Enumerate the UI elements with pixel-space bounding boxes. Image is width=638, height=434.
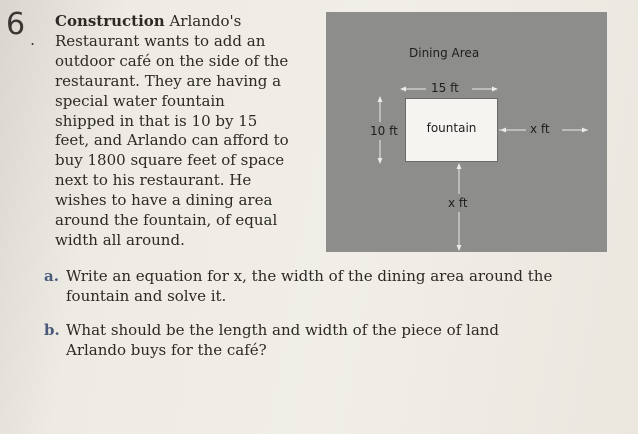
left-arrowhead-bottom: [378, 158, 383, 164]
problem-line: Restaurant wants to add an: [55, 31, 266, 50]
problem-line: next to his restaurant. He: [55, 171, 252, 190]
problem-line: shipped in that is 10 by 15: [55, 111, 258, 130]
part-a-line: Write an equation for x, the width of the dining area around the: [66, 267, 553, 285]
part-a-line: fountain and solve it.: [66, 287, 227, 305]
right-dimension-label: x ft: [530, 122, 550, 136]
bottom-arrowhead-bottom: [457, 245, 462, 251]
problem-line: wishes to have a dining area: [55, 191, 273, 210]
part-b-line: Arlando buys for the café?: [66, 341, 267, 359]
bottom-dimension-label: x ft: [448, 196, 468, 210]
problem-line: width all around.: [55, 230, 185, 249]
left-dimension-label: 10 ft: [370, 124, 398, 138]
dining-area-diagram: [326, 12, 607, 252]
top-dimension-label: 15 ft: [431, 81, 459, 95]
problem-line-1: [55, 12, 315, 32]
part-b-letter: b.: [44, 321, 60, 339]
fountain-label: fountain: [426, 121, 477, 135]
problem-statement: [55, 12, 315, 251]
bottom-arrowhead-top: [457, 163, 462, 169]
problem-line: outdoor café on the side of the: [55, 51, 289, 70]
part-b-line: What should be the length and width of the piece of land: [66, 321, 500, 339]
part-a: [44, 266, 614, 306]
problem-line-1-rest: Arlando's: [164, 12, 242, 30]
fountain-rectangle: [405, 98, 498, 162]
problem-line: restaurant. They are having a: [55, 71, 282, 90]
left-arrowhead-top: [378, 96, 383, 102]
problem-number: 6: [6, 7, 26, 42]
dining-area-label: Dining Area: [409, 46, 480, 60]
top-arrowhead-right: [492, 87, 498, 92]
part-a-letter: a.: [44, 267, 59, 285]
problem-line: buy 1800 square feet of space: [55, 151, 285, 170]
problem-number-dot: .: [30, 30, 36, 49]
part-b: [44, 320, 614, 360]
problem-line: feet, and Arlando can afford to: [55, 131, 289, 150]
problem-line: around the fountain, of equal: [55, 211, 278, 230]
problem-lead: Construction: [55, 12, 165, 30]
top-arrowhead-left: [400, 87, 406, 92]
problem-line: special water fountain: [55, 91, 225, 110]
right-arrowhead-right: [582, 128, 588, 133]
right-arrowhead-left: [500, 128, 506, 133]
